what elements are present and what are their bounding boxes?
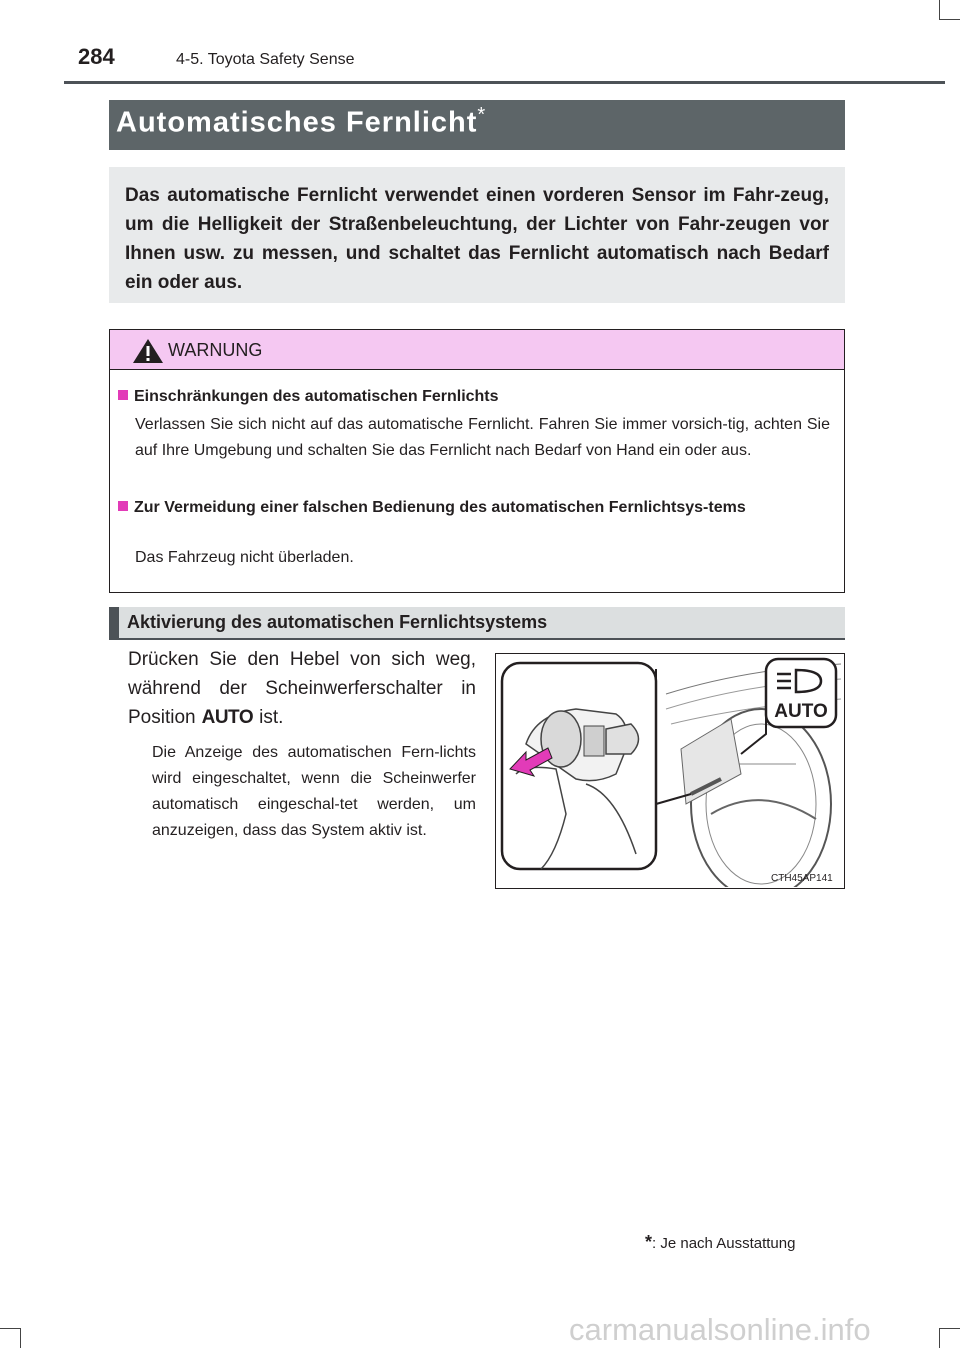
- headlight-lever-illustration: [495, 653, 845, 889]
- title-footnote-marker: *: [477, 104, 487, 126]
- bullet-square-icon: [118, 501, 128, 511]
- illustration-drawing: [496, 654, 843, 887]
- bullet-square-icon: [118, 390, 128, 400]
- warning-box: [109, 329, 845, 593]
- crop-mark: [939, 1328, 940, 1348]
- warning-item-heading: Einschränkungen des automatischen Fernlichts: [118, 388, 838, 406]
- section-reference: 4-5. Toyota Safety Sense: [176, 51, 355, 68]
- warning-item-heading: Zur Vermeidung einer falschen Bedienung des automatischen Fernlichtsys-tems: [118, 495, 838, 521]
- watermark: carmanualsonline.info: [569, 1312, 871, 1347]
- footnote-marker: *: [645, 1232, 653, 1252]
- illustration-auto-label: AUTO: [774, 701, 828, 722]
- warning-header: [110, 330, 844, 370]
- footnote: *: Je nach Ausstattung: [645, 1232, 796, 1252]
- page-title-text: Automatisches Fernlicht: [116, 106, 478, 139]
- subsection-title: Aktivierung des automatischen Fernlichtsystems: [127, 612, 548, 632]
- warning-triangle-icon: [132, 338, 164, 364]
- crop-mark: [939, 0, 940, 20]
- warning-item-body: Das Fahrzeug nicht überladen.: [135, 549, 354, 566]
- warning-item-body: Verlassen Sie sich nicht auf das automatische Fernlicht. Fahren Sie immer vorsich-tig, achten Sie auf Ihre Umgebung und schalten Sie das Fernlicht nach Bedarf von Hand ein oder aus.: [135, 416, 830, 459]
- auto-switch-symbol: AUTO: [201, 707, 254, 728]
- header-divider: [64, 81, 945, 84]
- intro-box: Das automatische Fernlicht verwendet einen vorderen Sensor im Fahr-zeug, um die Helligkeit der Straßenbeleuchtung, der Lichter von Fahr-zeugen vor Ihnen usw. zu messen, und schaltet das Fernlicht automatisch nach Bedarf ein oder aus.: [109, 167, 845, 303]
- warning-label: WARNUNG: [168, 340, 263, 360]
- crop-mark: [20, 1328, 21, 1348]
- page-title: [116, 104, 486, 140]
- instruction-text: Drücken Sie den Hebel von sich weg, während der Scheinwerferschalter in Position AUTO ist.: [128, 645, 476, 732]
- crop-mark: [940, 1328, 960, 1329]
- instruction-note: Die Anzeige des automatischen Fern-lichts wird eingeschaltet, wenn die Scheinwerfer automatisch eingeschal-tet werden, um anzuzeigen, dass das System aktiv ist.: [152, 744, 476, 839]
- crop-mark: [940, 19, 960, 20]
- crop-mark: [0, 1328, 20, 1329]
- page-number: 284: [78, 44, 115, 69]
- illustration-code: CTH45AP141: [771, 873, 833, 884]
